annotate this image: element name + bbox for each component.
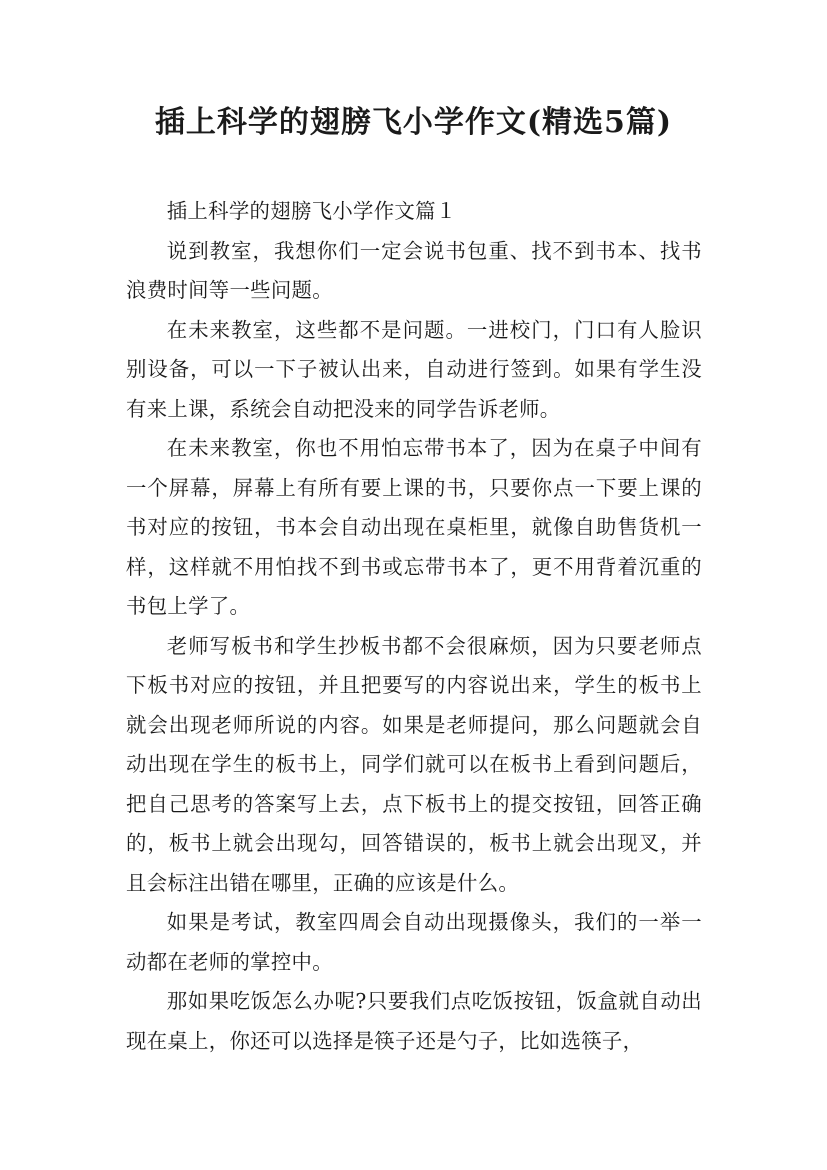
paragraph: 在未来教室，你也不用怕忘带书本了，因为在桌子中间有一个屏幕，屏幕上有所有要上课的书，只要你点一下要上课的书对应的按钮，书本会自动出现在桌柜里，就像自助售货机一样，这样就不用怕找不到书或忘带书本了，更不用背着沉重的书包上学了。 [126, 436, 702, 618]
paragraph: 那如果吃饭怎么办呢?只要我们点吃饭按钮，饭盒就自动出现在桌上，你还可以选择是筷子还是勺子，比如选筷子， [126, 989, 702, 1053]
document-body [126, 192, 702, 1061]
document-title: 插上科学的翅膀飞小学作文(精选5篇) [154, 105, 673, 140]
section-heading: 插上科学的翅膀飞小学作文篇１ [166, 199, 457, 223]
paragraph: 在未来教室，这些都不是问题。一进校门，门口有人脸识别设备，可以一下子被认出来，自动进行签到。如果有学生没有来上课，系统会自动把没来的同学告诉老师。 [126, 317, 702, 421]
paragraph: 如果是考试，教室四周会自动出现摄像头，我们的一举一动都在老师的掌控中。 [126, 910, 702, 974]
paragraph: 说到教室，我想你们一定会说书包重、找不到书本、找书浪费时间等一些问题。 [126, 238, 702, 302]
paragraph: 老师写板书和学生抄板书都不会很麻烦，因为只要老师点下板书对应的按钮，并且把要写的内容说出来，学生的板书上就会出现老师所说的内容。如果是老师提问，那么问题就会自动出现在学生的板书上，同学们就可以在板书上看到问题后，把自己思考的答案写上去，点下板书上的提交按钮，回答正确的，板书上就会出现勾，回答错误的，板书上就会出现叉，并且会标注出错在哪里，正确的应该是什么。 [126, 633, 702, 895]
